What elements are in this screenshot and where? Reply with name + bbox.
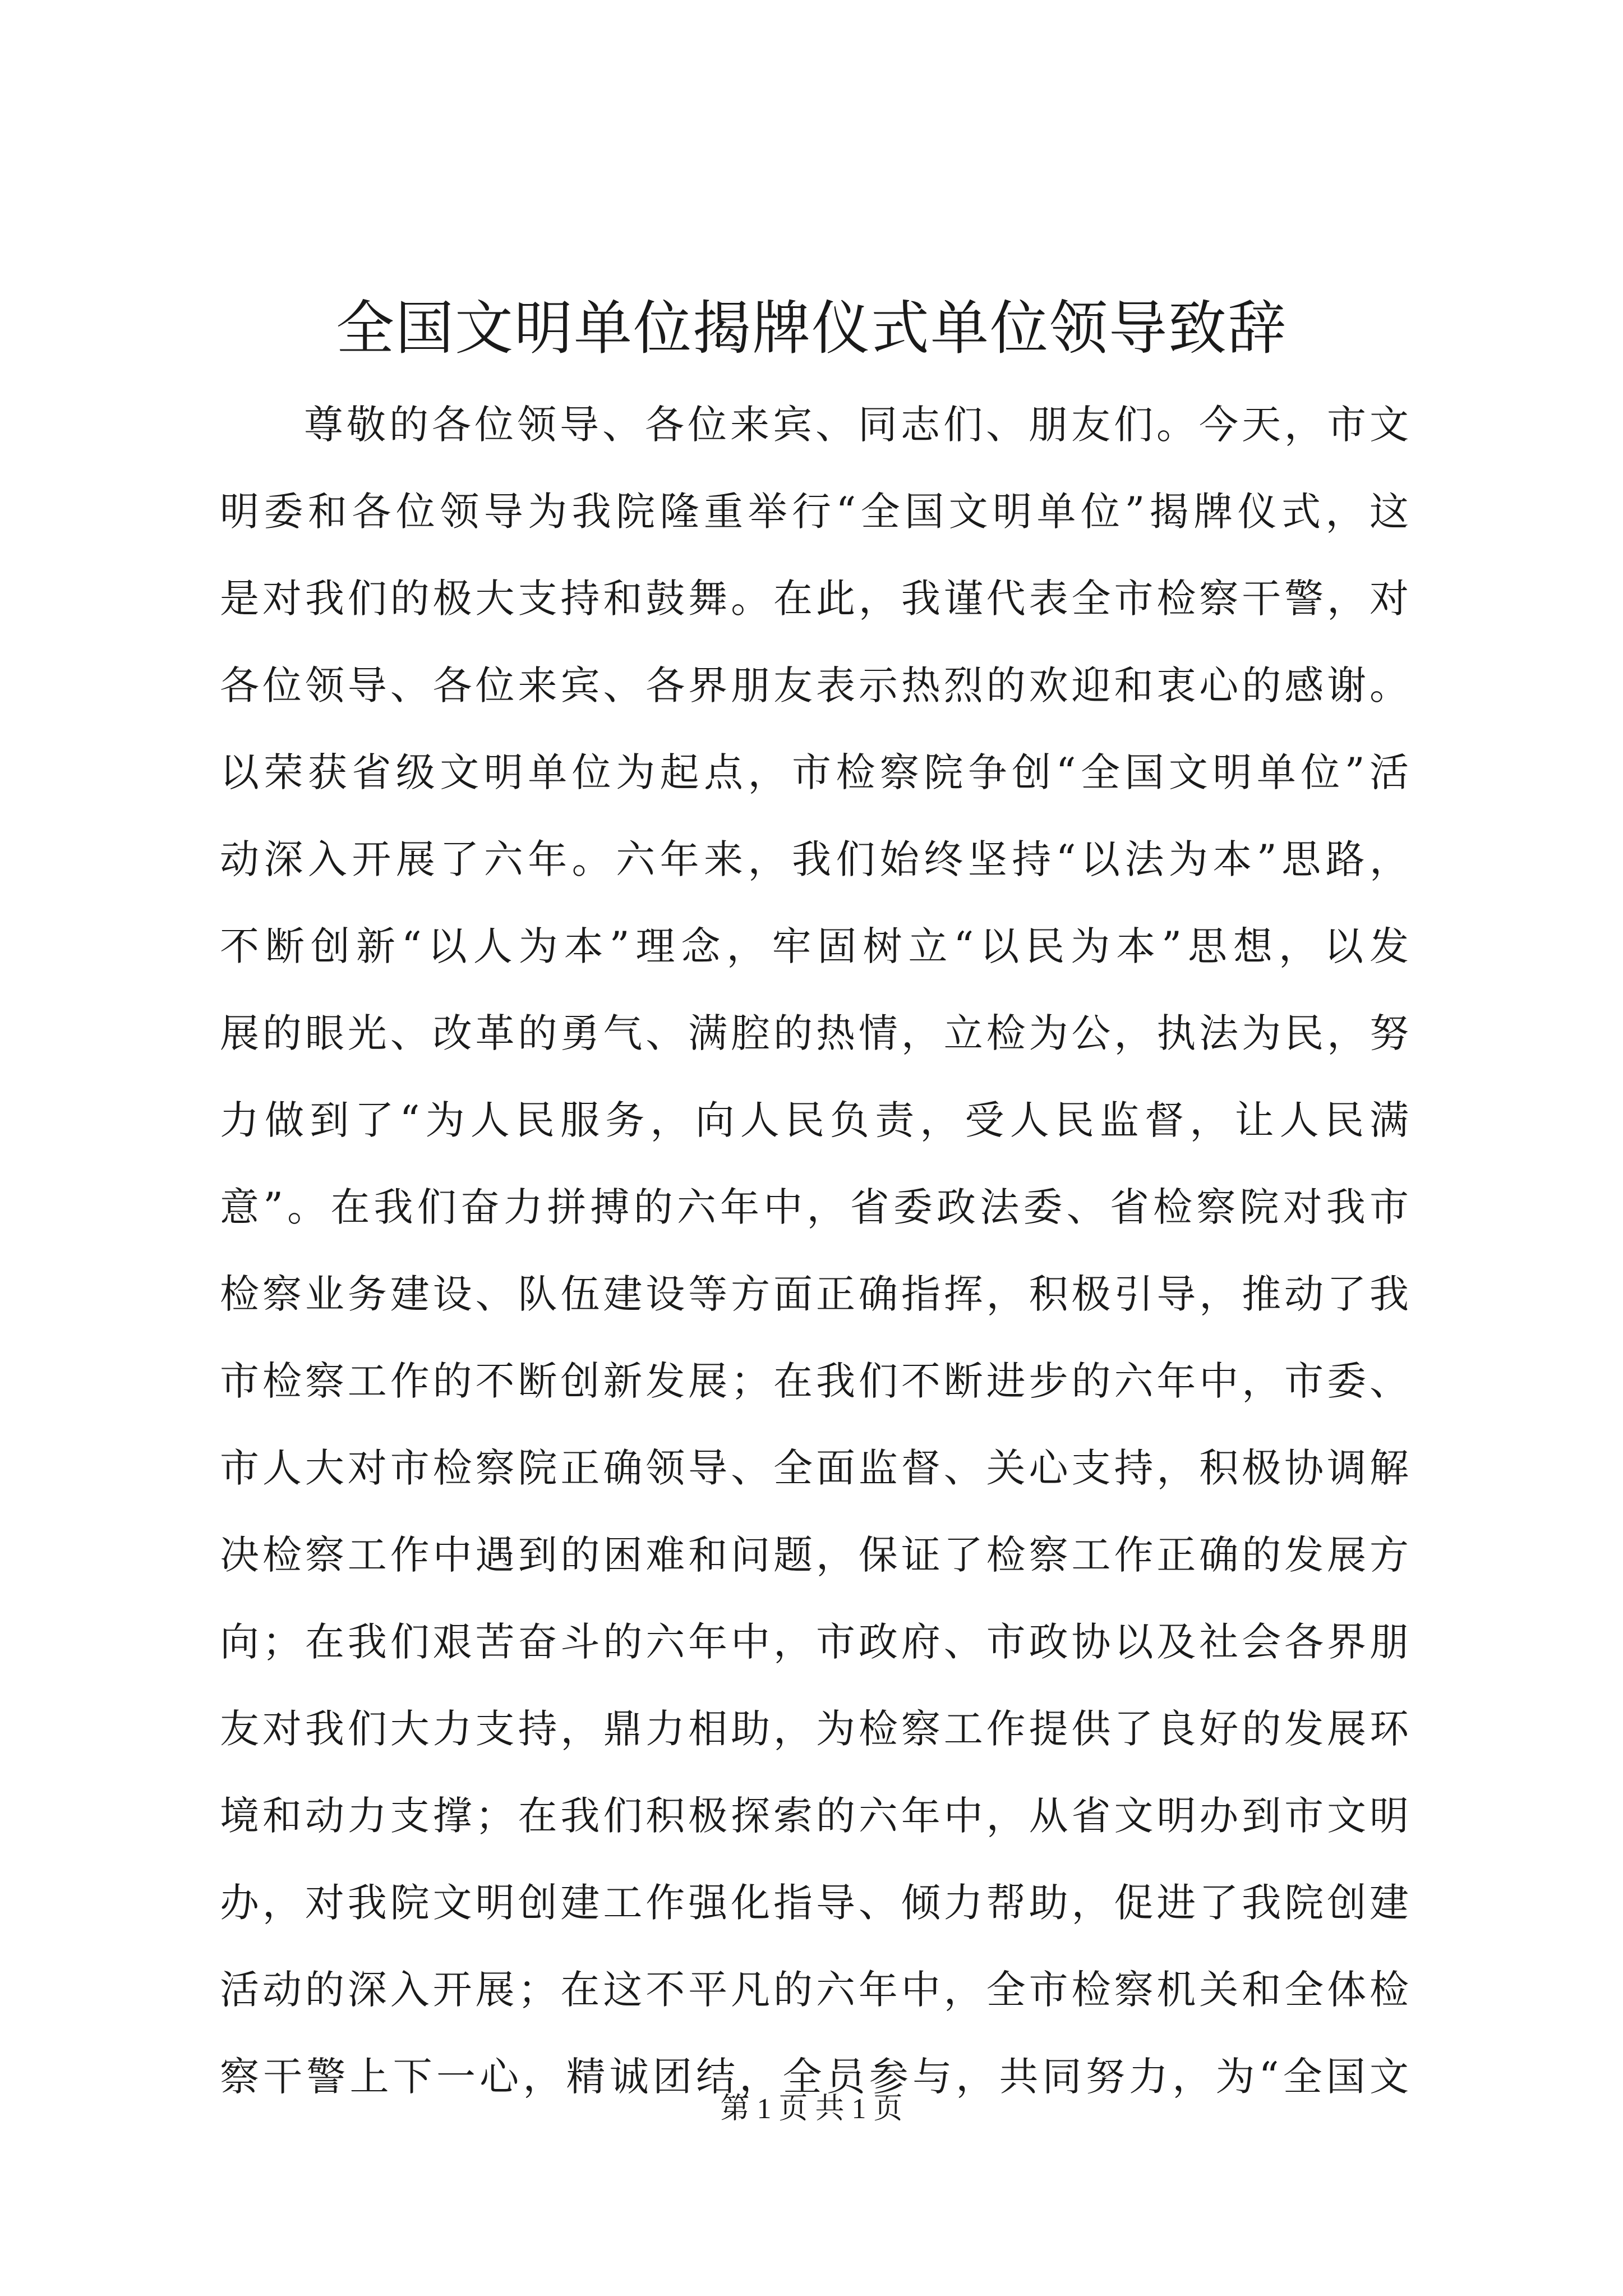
body-line: 察干警上下一心，精诚团结，全员参与，共同努力，为“全国文: [220, 2054, 1409, 2100]
body-line: 力做到了“为人民服务，向人民负责，受人民监督，让人民满: [220, 1097, 1409, 1143]
body-line: 展的眼光、改革的勇气、满腔的热情，立检为公，执法为民，努: [220, 1010, 1409, 1056]
document-title: 全国文明单位揭牌仪式单位领导致辞: [335, 294, 1287, 362]
body-line: 意”。在我们奋力拼搏的六年中，省委政法委、省检察院对我市: [220, 1184, 1409, 1230]
body-line: 不断创新“以人为本”理念，牢固树立“以民为本”思想，以发: [220, 923, 1409, 969]
body-line: 活动的深入开展；在这不平凡的六年中，全市检察机关和全体检: [220, 1967, 1409, 2013]
document-body: [220, 381, 1409, 2120]
body-line: 决检察工作中遇到的困难和问题，保证了检察工作正确的发展方: [220, 1532, 1409, 1578]
body-line: 各位领导、各位来宾、各界朋友表示热烈的欢迎和衷心的感谢。: [220, 662, 1409, 708]
body-line: 检察业务建设、队伍建设等方面正确指挥，积极引导，推动了我: [220, 1271, 1409, 1317]
body-line: 友对我们大力支持，鼎力相助，为检察工作提供了良好的发展环: [220, 1706, 1409, 1752]
body-line: 尊敬的各位领导、各位来宾、同志们、朋友们。今天，市文: [304, 402, 1409, 448]
body-line: 办，对我院文明创建工作强化指导、倾力帮助，促进了我院创建: [220, 1880, 1409, 1926]
body-line: 明委和各位领导为我院隆重举行“全国文明单位”揭牌仪式，这: [220, 489, 1409, 535]
body-line: 境和动力支撑；在我们积极探索的六年中，从省文明办到市文明: [220, 1793, 1409, 1839]
body-line: 动深入开展了六年。六年来，我们始终坚持“以法为本”思路，: [220, 836, 1409, 882]
body-line: 市人大对市检察院正确领导、全面监督、关心支持，积极协调解: [220, 1445, 1409, 1491]
body-line: 向；在我们艰苦奋斗的六年中，市政府、市政协以及社会各界朋: [220, 1619, 1409, 1665]
body-line: 以荣获省级文明单位为起点，市检察院争创“全国文明单位”活: [220, 749, 1409, 795]
page-footer: 第 1 页 共 1 页: [720, 2093, 903, 2125]
body-line: 是对我们的极大支持和鼓舞。在此，我谨代表全市检察干警，对: [220, 576, 1409, 622]
body-line: 市检察工作的不断创新发展；在我们不断进步的六年中，市委、: [220, 1358, 1409, 1404]
